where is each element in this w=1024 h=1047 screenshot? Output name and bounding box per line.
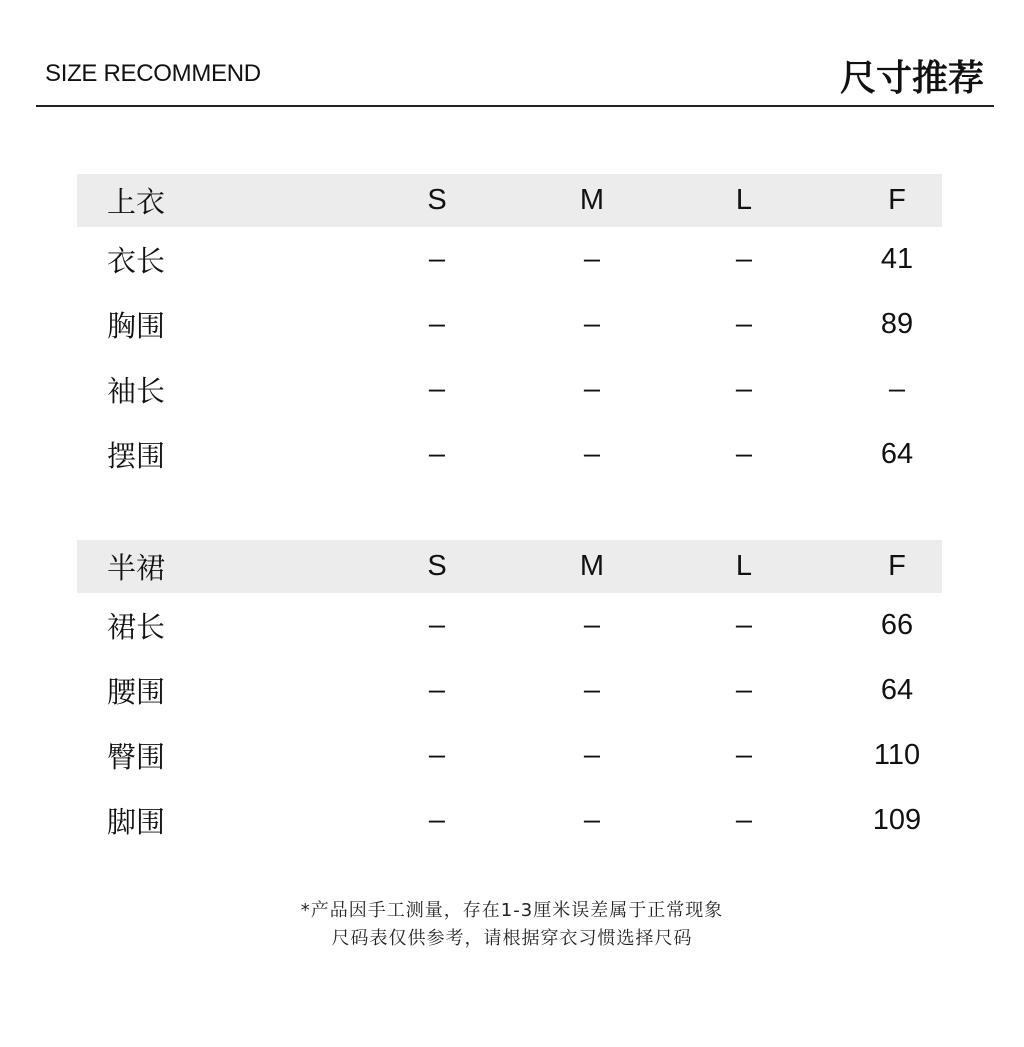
cell-m: –	[583, 308, 601, 340]
header-size-l: L	[735, 184, 753, 216]
cell-m: –	[583, 373, 601, 405]
table-row	[77, 357, 942, 422]
cell-s: –	[428, 308, 446, 340]
cell-f: 41	[880, 243, 914, 275]
cell-s: –	[428, 609, 446, 641]
cell-m: –	[583, 739, 601, 771]
cell-s: –	[428, 438, 446, 470]
header-size-s: S	[427, 184, 447, 216]
cell-l: –	[735, 373, 753, 405]
cell-l: –	[735, 308, 753, 340]
table-row	[77, 593, 942, 658]
cell-f: –	[888, 373, 906, 405]
skirt-table-header	[77, 540, 942, 593]
title-en: SIZE RECOMMEND	[45, 60, 261, 87]
header-size-m: M	[579, 184, 605, 216]
row-label: 衣长	[107, 244, 166, 278]
row-label: 胸围	[107, 309, 166, 343]
row-label: 摆围	[107, 439, 166, 473]
cell-l: –	[735, 739, 753, 771]
table-row	[77, 658, 942, 723]
header-size-s: S	[427, 550, 447, 582]
row-label: 腰围	[107, 675, 166, 709]
cell-m: –	[583, 243, 601, 275]
cell-s: –	[428, 739, 446, 771]
skirt-size-table	[77, 540, 942, 853]
header-size-m: M	[579, 550, 605, 582]
header-size-f: F	[888, 550, 906, 582]
cell-f: 110	[873, 739, 921, 771]
top-size-table	[77, 174, 942, 487]
table-row	[77, 422, 942, 487]
cell-s: –	[428, 373, 446, 405]
table-row	[77, 723, 942, 788]
header-category: 上衣	[107, 187, 166, 219]
table-row	[77, 788, 942, 853]
row-label: 裙长	[107, 610, 166, 644]
cell-f: 89	[880, 308, 914, 340]
cell-f: 109	[872, 804, 922, 836]
cell-f: 64	[880, 438, 914, 470]
top-table-header	[77, 174, 942, 227]
footnote-line-1: *产品因手工测量，存在1-3厘米误差属于正常现象	[300, 900, 724, 921]
header-size-l: L	[735, 550, 753, 582]
cell-f: 64	[880, 674, 914, 706]
row-label: 臀围	[107, 740, 166, 774]
title-cn: 尺寸推荐	[839, 58, 984, 99]
cell-l: –	[735, 438, 753, 470]
row-label: 脚围	[107, 805, 166, 839]
cell-s: –	[428, 243, 446, 275]
cell-s: –	[428, 804, 446, 836]
cell-l: –	[735, 243, 753, 275]
cell-l: –	[735, 804, 753, 836]
header-size-f: F	[888, 184, 906, 216]
cell-m: –	[583, 674, 601, 706]
cell-m: –	[583, 609, 601, 641]
cell-m: –	[583, 438, 601, 470]
footnote-line-2: 尺码表仅供参考，请根据穿衣习惯选择尺码	[331, 928, 693, 949]
table-row	[77, 227, 942, 292]
header-category: 半裙	[107, 553, 166, 585]
cell-l: –	[735, 674, 753, 706]
cell-s: –	[428, 674, 446, 706]
header-divider	[36, 105, 994, 107]
cell-m: –	[583, 804, 601, 836]
row-label: 袖长	[107, 374, 166, 408]
footnote	[0, 897, 1024, 953]
cell-f: 66	[880, 609, 914, 641]
cell-l: –	[735, 609, 753, 641]
table-row	[77, 292, 942, 357]
